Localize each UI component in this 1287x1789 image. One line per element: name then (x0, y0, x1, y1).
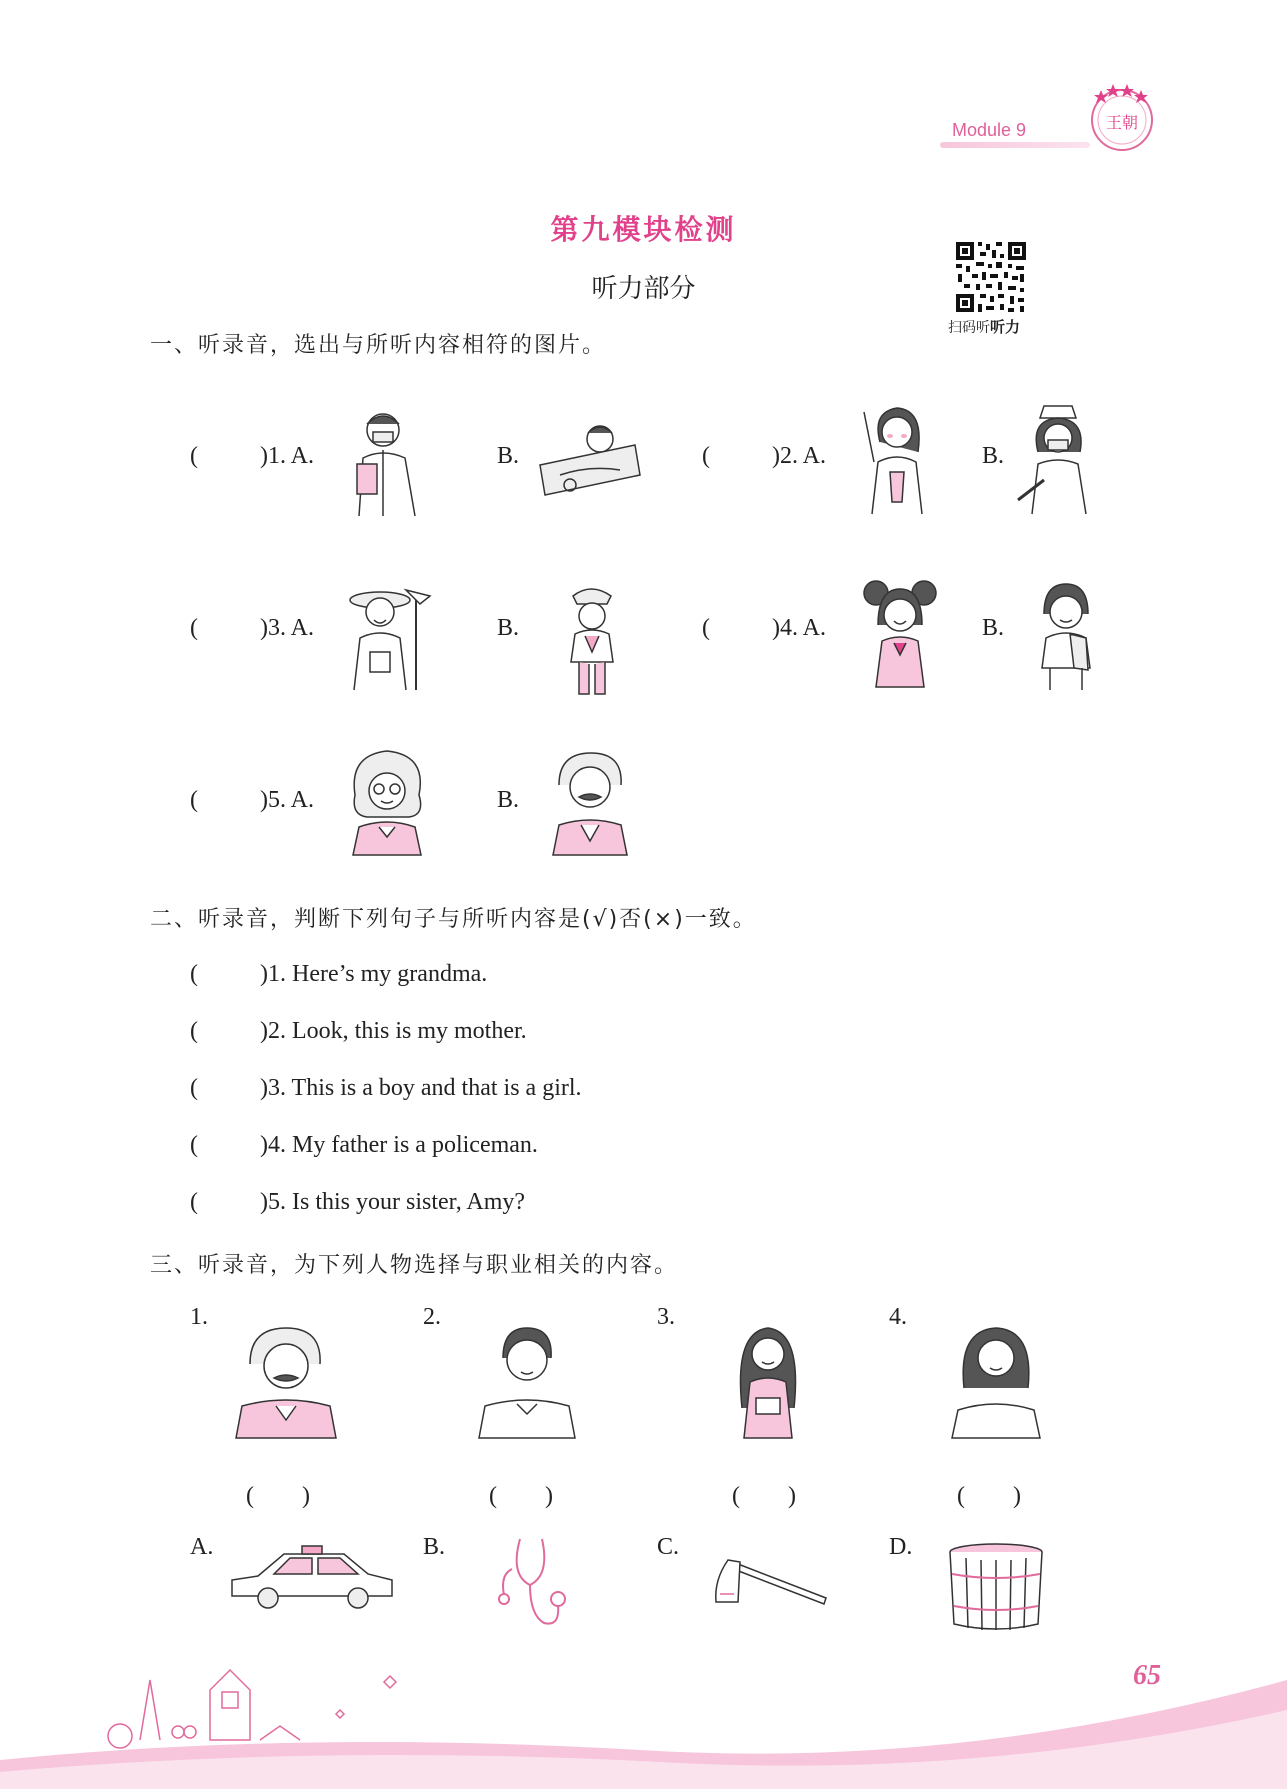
module-label: Module 9 (952, 120, 1027, 140)
page-subtitle: 听力部分 (591, 274, 696, 304)
teacher-woman-image (852, 402, 937, 517)
s3-person-2-number: 2. (423, 1304, 441, 1330)
qr-label-small: 扫码听 (948, 320, 990, 336)
s3-person-3-number: 3. (657, 1304, 675, 1330)
q4-bracket: ( (702, 615, 710, 641)
s3-option-a-label: A. (190, 1534, 214, 1560)
s3-girl-image (728, 1318, 808, 1440)
girl-image (858, 575, 943, 690)
q4-label: )4. A. (772, 615, 826, 641)
s2-q2-bracket: ( (190, 1018, 198, 1044)
s3-answer-2-bracket[interactable]: ( ) (489, 1483, 553, 1509)
module-underline (940, 142, 1090, 148)
s3-option-b-label: B. (423, 1534, 446, 1560)
s3-option-d-label: D. (889, 1534, 913, 1560)
s2-q1-text: )1. Here’s my grandma. (260, 961, 488, 987)
q3-option-b: B. (497, 615, 520, 641)
s2-q4-text: )4. My father is a policeman. (260, 1132, 538, 1158)
section3-heading: 三、听录音，为下列人物选择与职业相关的内容。 (150, 1253, 679, 1278)
s3-grandpa-image (232, 1320, 340, 1440)
section2-heading: 二、听录音，判断下列句子与所听内容是(√)否(×)一致。 (150, 907, 757, 932)
page-number: 65 (1133, 1660, 1161, 1691)
svg-text:王朝: 王朝 (1105, 113, 1139, 132)
q3-bracket: ( (190, 615, 198, 641)
q2-option-b: B. (982, 443, 1005, 469)
s3-person-4-number: 4. (889, 1304, 907, 1330)
publisher-logo (1087, 78, 1157, 153)
pilot-image (530, 415, 645, 505)
page-title: 第九模块检测 (550, 213, 737, 246)
s3-person-1-number: 1. (190, 1304, 208, 1330)
s3-answer-3-bracket[interactable]: ( ) (732, 1483, 796, 1509)
police-car-image (228, 1540, 396, 1610)
s3-option-c-label: C. (657, 1534, 680, 1560)
q4-option-b: B. (982, 615, 1005, 641)
s2-q4-bracket: ( (190, 1132, 198, 1158)
s2-q3-bracket: ( (190, 1075, 198, 1101)
q2-bracket: ( (702, 443, 710, 469)
s3-answer-1-bracket[interactable]: ( ) (246, 1483, 310, 1509)
q1-option-b: B. (497, 443, 520, 469)
policeman-image (555, 582, 630, 697)
s3-mother-image (948, 1318, 1043, 1440)
q5-label: )5. A. (260, 787, 314, 813)
footer-decoration (0, 1640, 1287, 1789)
barrel-image (946, 1540, 1046, 1635)
q5-bracket: ( (190, 787, 198, 813)
grandma-image (345, 745, 430, 857)
q2-label: )2. A. (772, 443, 826, 469)
q3-label: )3. A. (260, 615, 314, 641)
s3-answer-4-bracket[interactable]: ( ) (957, 1483, 1021, 1509)
stethoscope-image (490, 1535, 570, 1630)
nurse-image (1010, 402, 1110, 517)
s2-q2-text: )2. Look, this is my mother. (260, 1018, 527, 1044)
qr-label-bold: 听力 (990, 318, 1021, 336)
qr-code-icon[interactable] (954, 240, 1028, 314)
s2-q5-text: )5. Is this your sister, Amy? (260, 1189, 526, 1215)
qr-label (948, 316, 1020, 337)
section1-heading: 一、听录音，选出与所听内容相符的图片。 (150, 333, 607, 358)
s2-q3-text: )3. This is a boy and that is a girl. (260, 1075, 582, 1101)
q1-label: )1. A. (260, 443, 314, 469)
q1-bracket: ( (190, 443, 198, 469)
q5-option-b: B. (497, 787, 520, 813)
s3-father-image (475, 1318, 580, 1440)
s2-q1-bracket: ( (190, 961, 198, 987)
farmer-image (340, 582, 435, 692)
hoe-image (710, 1550, 830, 1610)
grandpa-image (545, 745, 635, 857)
doctor-man-image (345, 408, 425, 518)
s2-q5-bracket: ( (190, 1189, 198, 1215)
boy-image (1030, 578, 1102, 693)
